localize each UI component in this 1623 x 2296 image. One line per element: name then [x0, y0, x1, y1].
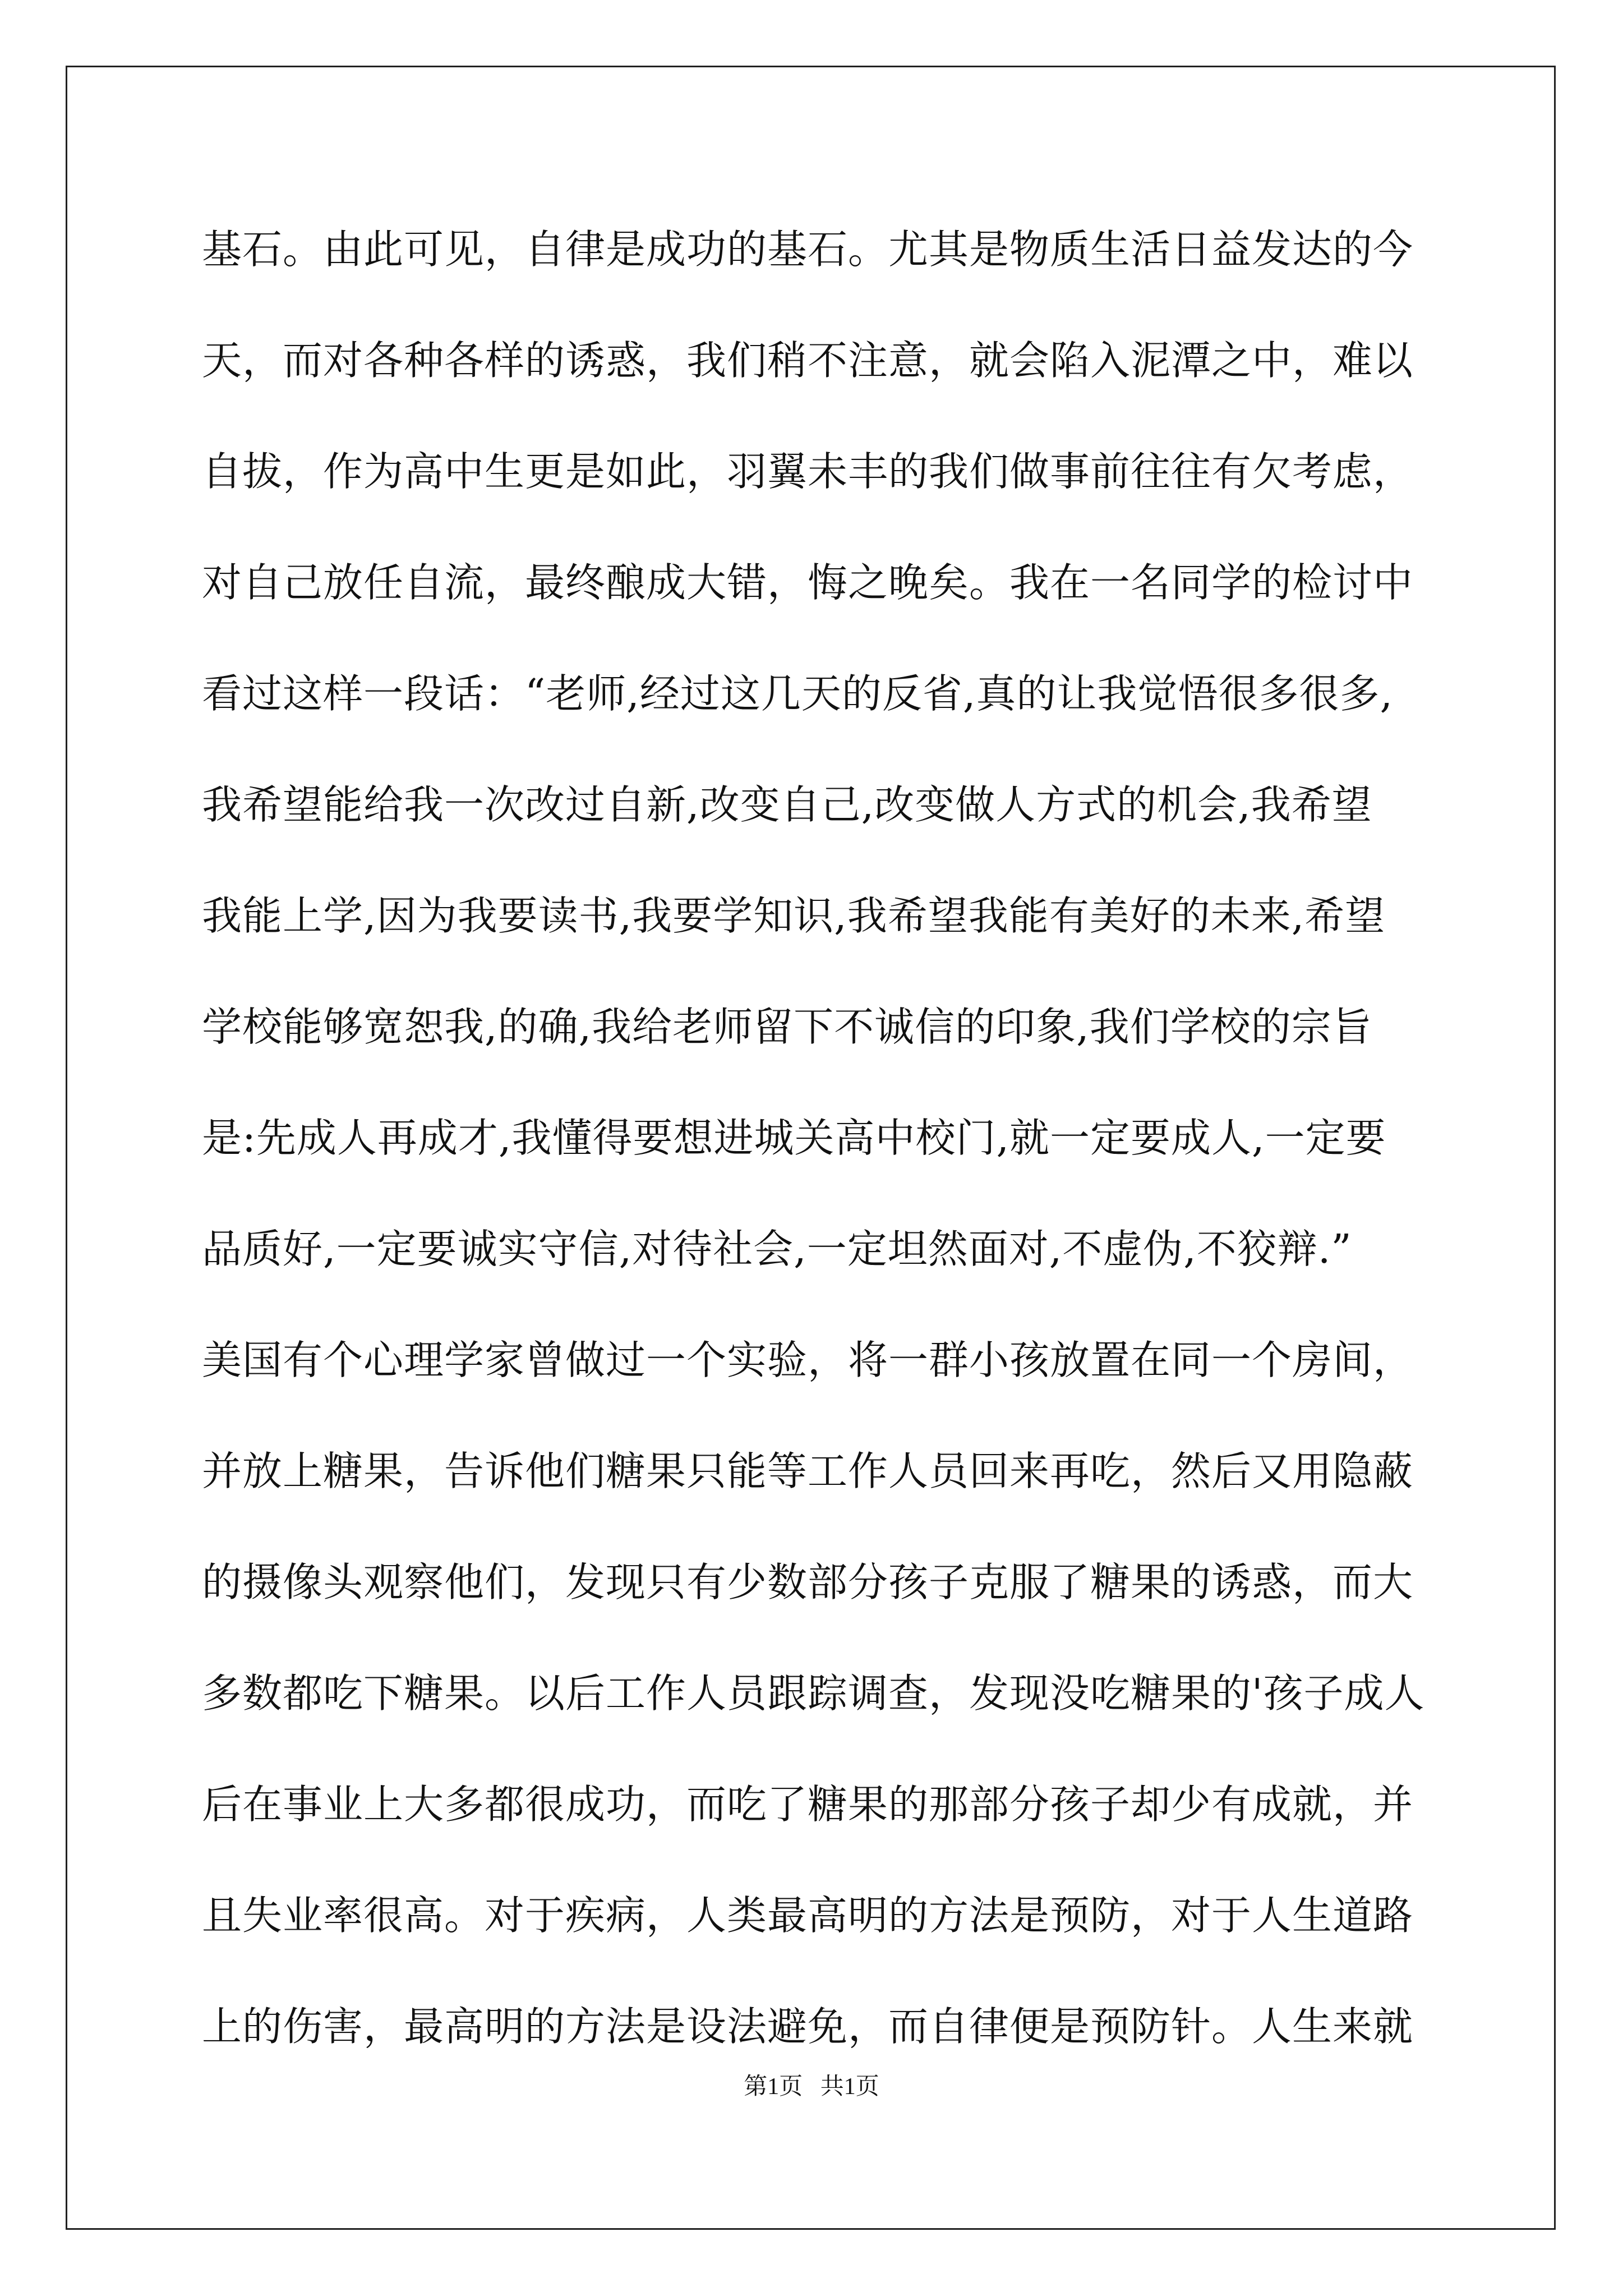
- text-line: 并放上糖果，告诉他们糖果只能等工作人员回来再吃，然后又用隐蔽: [202, 1448, 1414, 1494]
- text-line: 后在事业上大多都很成功，而吃了糖果的那部分孩子却少有成就，并: [202, 1781, 1414, 1828]
- text-line: 多数都吃下糖果。以后工作人员跟踪调查，发现没吃糖果的'孩子成人: [202, 1670, 1425, 1717]
- text-line: 看过这样一段话：“老师,经过这几天的反省,真的让我觉悟很多很多,: [202, 670, 1394, 717]
- text-line: 自拔，作为高中生更是如此，羽翼未丰的我们做事前往往有欠考虑，: [202, 448, 1414, 495]
- text-line: 的摄像头观察他们，发现只有少数部分孩子克服了糖果的诱惑，而大: [202, 1559, 1414, 1605]
- page-footer: 第1页 共1页: [744, 2074, 879, 2100]
- text-line: 品质好,一定要诚实守信,对待社会,一定坦然面对,不虚伪,不狡辩.”: [202, 1226, 1352, 1272]
- text-line: 且失业率很高。对于疾病，人类最高明的方法是预防，对于人生道路: [202, 1892, 1414, 1939]
- text-line: 基石。由此可见，自律是成功的基石。尤其是物质生活日益发达的今: [202, 226, 1414, 273]
- text-line: 上的伤害，最高明的方法是设法避免，而自律便是预防针。人生来就: [202, 2003, 1414, 2050]
- text-line: 对自己放任自流，最终酿成大错，悔之晚矣。我在一名同学的检讨中: [202, 559, 1414, 606]
- text-line: 我能上学,因为我要读书,我要学知识,我希望我能有美好的未来,希望: [202, 892, 1386, 939]
- text-line: 是:先成人再成才,我懂得要想进城关高中校门,就一定要成人,一定要: [202, 1115, 1386, 1161]
- text-line: 美国有个心理学家曾做过一个实验，将一群小孩放置在同一个房间，: [202, 1337, 1414, 1383]
- text-line: 学校能够宽恕我,的确,我给老师留下不诚信的印象,我们学校的宗旨: [202, 1004, 1372, 1050]
- document-body: [202, 216, 1424, 2104]
- text-line: 天，而对各种各样的诱惑，我们稍不注意，就会陷入泥潭之中，难以: [202, 337, 1414, 384]
- text-line: 我希望能给我一次改过自新,改变自己,改变做人方式的机会,我希望: [202, 781, 1372, 828]
